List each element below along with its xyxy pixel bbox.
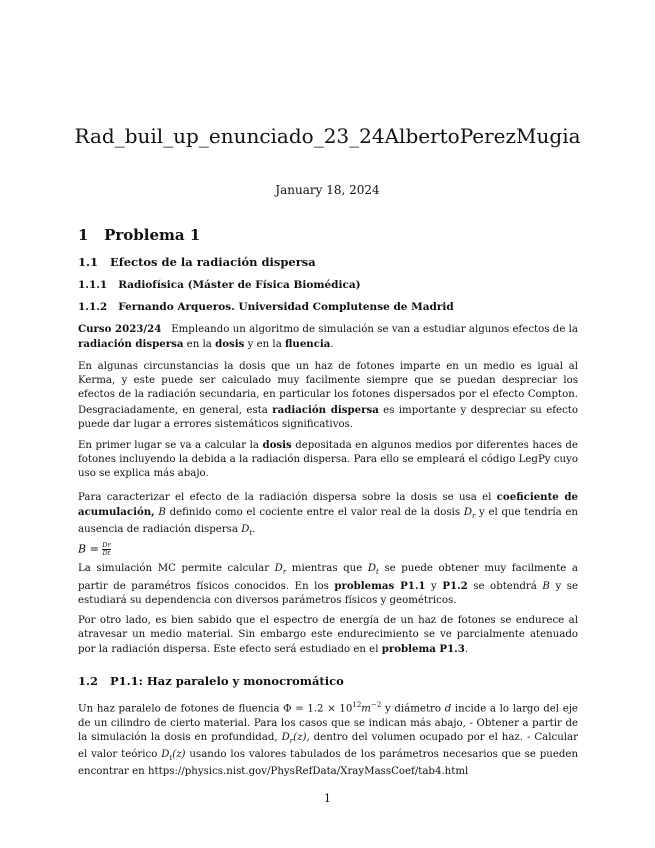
bold-term: problemas P1.1 xyxy=(334,580,426,593)
bold-term: radiación dispersa xyxy=(78,338,184,351)
subsubsection-heading xyxy=(78,279,361,291)
math-var: B xyxy=(542,581,550,593)
subsection-heading xyxy=(78,255,316,269)
text-run: En primer lugar se va a calcular la xyxy=(78,440,259,451)
text-run: Un haz paralelo de fotones de fluencia Φ = 1.2 × 10 xyxy=(78,703,353,715)
text-run: y se estudiará su dependencia con diversos parámetros físicos y geométricos. xyxy=(78,581,578,607)
text-run: se obtendrá xyxy=(473,581,537,593)
math-var: D xyxy=(463,507,472,519)
subsubsection-title: Fernando Arqueros. Universidad Complutense de Madrid xyxy=(118,301,454,313)
text-run: y en la xyxy=(247,339,282,351)
text-run: . xyxy=(252,524,256,536)
math-var: D xyxy=(367,563,377,574)
math-subscript: t xyxy=(249,529,253,538)
subsubsection-number: 1.1.2 xyxy=(78,301,108,313)
text-run: depositada en algunos medios por diferentes haces de fotones incluyendo la debida a la radiación dispersa. Para ello se empleará el código LegPy cuyo uso se explica más abajo. xyxy=(78,440,578,480)
subsection-title: Efectos de la radiación dispersa xyxy=(110,255,316,269)
math-subscript: t xyxy=(169,754,173,763)
math-var: d xyxy=(444,703,452,715)
bold-term: P1.2 xyxy=(442,580,468,593)
math-arg: (z) xyxy=(172,749,186,761)
math-arg: (z) xyxy=(293,731,307,743)
math-var: D xyxy=(274,563,283,574)
text-run: . xyxy=(330,339,334,351)
paragraph-kerma xyxy=(78,360,578,432)
paragraph-hardening xyxy=(78,614,578,658)
section-number: 1 xyxy=(78,226,89,244)
text-run: Para caracterizar el efecto de la radiación dispersa sobre la dosis se usa el xyxy=(78,492,492,503)
section-heading xyxy=(78,226,200,244)
subsubsection-number: 1.1.1 xyxy=(78,279,108,291)
paragraph-buildup-coefficient xyxy=(78,490,578,541)
text-run: usando los valores tabulados de los parámetros necesarios que se pueden encontrar en https://physics.nist.gov/PhysRefData/XrayMassCoef/tab4.html xyxy=(78,749,579,778)
text-run: es importante y despreciar su efecto puede dar lugar a errores sistemáticos significativos. xyxy=(78,404,578,430)
text-run: y xyxy=(431,581,437,593)
text-run: incide a lo largo del eje de un cilindro de cierto material. Para los casos que se indican más abajo, - Obtener a partir de la simulación la dosis en profundidad, xyxy=(78,703,578,743)
math-subscript: t xyxy=(376,568,379,577)
math-subscript: r xyxy=(289,736,294,745)
bold-term: dosis xyxy=(215,338,245,351)
document-date: January 18, 2024 xyxy=(275,183,380,197)
math-subscript: r xyxy=(472,512,476,521)
math-var: B xyxy=(158,507,166,519)
text-run: definido como el cociente entre el valor real de la dosis xyxy=(169,507,461,519)
text-run: La simulación MC permite calcular xyxy=(78,563,270,574)
math-var: m xyxy=(361,703,371,715)
text-run: En algunas circunstancias la dosis que un haz de fotones imparte en un medio es igual al Kerma, y este puede ser calculado muy facilmente siempre que se puedan despreciar los efectos de la radiación secundaria, en particular los fotones dispersados por el efecto Compton. Desgraciadamente, en general, esta xyxy=(78,361,578,416)
bold-term: fluencia xyxy=(285,338,331,351)
bold-term: problema P1.3 xyxy=(381,643,465,656)
text-run: , dentro del volumen ocupado por el haz. - Calcular el valor teórico xyxy=(78,731,578,761)
text-run: se puede obtener muy facilmente a partir de paramétros físicos conocidos. En los xyxy=(78,563,578,593)
math-var: D xyxy=(241,524,250,536)
subsubsection-heading xyxy=(78,301,454,313)
subsubsection-title: Radiofísica (Máster de Física Biomédica) xyxy=(118,279,361,291)
bold-term: radiación dispersa xyxy=(272,403,379,416)
page-number: 1 xyxy=(324,792,331,805)
document-title: Rad_buil_up_enunciado_23_24AlbertoPerezMugia xyxy=(74,124,581,148)
fraction-denominator: Dt xyxy=(102,549,111,557)
text-run: Por otro lado, es bien sabido que el espectro de energía de un haz de fotones se endurece al atravesar un medio material. Sin embargo este endurecimiento se ve parcialmente atenuado por la radiación dispersa. Este efecto será estudiado en el xyxy=(78,615,578,656)
subsection-heading xyxy=(78,674,344,688)
course-label: Curso 2023/24 xyxy=(78,323,162,335)
section-title: Problema 1 xyxy=(104,226,201,244)
superscript: 12 xyxy=(352,701,362,709)
bold-term: coeficiente de acumulación, xyxy=(78,491,578,519)
paragraph-intro xyxy=(78,322,578,352)
fraction-numerator: Dr xyxy=(102,541,111,549)
equation-fraction xyxy=(102,542,110,557)
text-run: y el que tendría en ausencia de radiación dispersa xyxy=(78,507,578,536)
paragraph-dose xyxy=(78,438,578,482)
text-run: en la xyxy=(186,339,212,351)
text-run: Empleando un algoritmo de simulación se van a estudiar algunos efectos de la xyxy=(171,324,578,335)
paragraph-simulation xyxy=(78,562,578,609)
buildup-equation xyxy=(78,542,111,557)
superscript: −2 xyxy=(370,701,382,709)
subsection-number: 1.1 xyxy=(78,255,99,269)
subsection-title: P1.1: Haz paralelo y monocromático xyxy=(110,674,344,688)
equation-lhs: B = xyxy=(78,542,99,556)
math-subscript: r xyxy=(282,568,287,577)
paragraph-beam xyxy=(78,698,578,779)
text-run: y diámetro xyxy=(384,703,442,715)
subsection-number: 1.2 xyxy=(78,674,99,688)
bold-term: dosis xyxy=(262,439,292,451)
text-run: . xyxy=(464,644,469,656)
math-var: D xyxy=(281,731,290,743)
text-run: mientras que xyxy=(291,563,363,574)
math-var: D xyxy=(161,749,170,761)
